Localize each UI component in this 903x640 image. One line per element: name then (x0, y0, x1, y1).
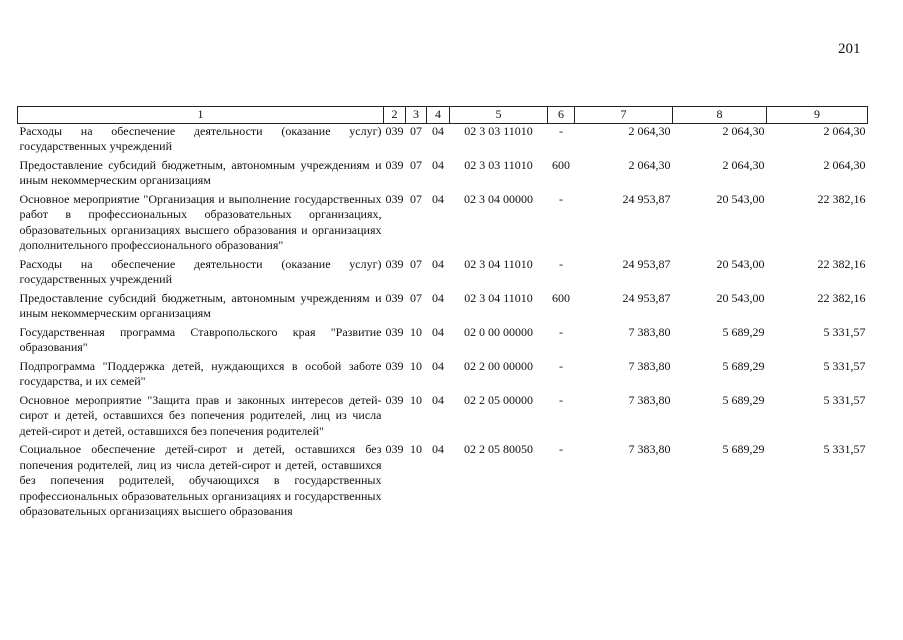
subsection-code: 04 (432, 123, 444, 138)
row-name: Предоставление субсидий бюджетным, автономным учреждениям и иным некоммерческим организациям (19, 157, 382, 187)
amount-col8: 20 543,00 (716, 191, 765, 206)
ministry-code: 039 (385, 256, 404, 271)
amount-col9: 5 331,57 (823, 392, 866, 407)
subsection-code: 04 (432, 191, 444, 206)
amount-col9: 5 331,57 (823, 442, 866, 456)
section-code: 07 (410, 290, 422, 305)
amount-col9: 2 064,30 (823, 123, 866, 138)
section-code: 10 (410, 392, 422, 407)
ministry-code: 039 (385, 191, 404, 206)
page-number: 201 (838, 41, 861, 57)
amount-col7: 7 383,80 (628, 358, 671, 373)
expense-type-code: - (559, 392, 563, 407)
amount-col8: 5 689,29 (722, 442, 765, 456)
ministry-code: 039 (385, 392, 404, 407)
column-header: 3 (406, 107, 427, 124)
amount-col7: 7 383,80 (628, 324, 671, 339)
row-name: Расходы на обеспечение деятельности (оказание услуг) государственных учреждений (19, 256, 382, 286)
amount-col7: 2 064,30 (628, 123, 671, 138)
expense-type-code: 600 (552, 290, 570, 305)
target-article-code: 02 3 04 00000 (464, 191, 533, 206)
amount-col7: 7 383,80 (628, 392, 671, 407)
table-row (18, 291, 868, 325)
subsection-code: 04 (432, 392, 444, 407)
ministry-code: 039 (385, 358, 404, 373)
amount-col7: 24 953,87 (622, 191, 671, 206)
amount-col9: 2 064,30 (823, 157, 866, 172)
row-name: Расходы на обеспечение деятельности (оказание услуг) государственных учреждений (19, 123, 382, 153)
expense-type-code: - (559, 191, 563, 206)
amount-col8: 20 543,00 (716, 290, 765, 305)
target-article-code: 02 3 04 11010 (464, 290, 533, 305)
header-row (18, 107, 868, 124)
expense-type-code: - (559, 442, 563, 456)
section-code: 07 (410, 191, 422, 206)
subsection-code: 04 (432, 358, 444, 373)
target-article-code: 02 2 00 00000 (464, 358, 533, 373)
budget-table (17, 106, 868, 523)
column-header: 7 (575, 107, 673, 124)
table-row (18, 393, 868, 443)
amount-col7: 24 953,87 (622, 290, 671, 305)
table-row (18, 325, 868, 359)
section-code: 10 (410, 442, 422, 456)
amount-col8: 5 689,29 (722, 358, 765, 373)
subsection-code: 04 (432, 256, 444, 271)
target-article-code: 02 3 03 11010 (464, 123, 533, 138)
ministry-code: 039 (385, 157, 404, 172)
section-code: 07 (410, 123, 422, 138)
row-name: Подпрограмма "Поддержка детей, нуждающихся в особой заботе государства, и их семей" (19, 358, 382, 388)
section-code: 10 (410, 358, 422, 373)
target-article-code: 02 3 03 11010 (464, 157, 533, 172)
column-header: 5 (450, 107, 548, 124)
amount-col8: 20 543,00 (716, 256, 765, 271)
subsection-code: 04 (432, 442, 444, 456)
subsection-code: 04 (432, 157, 444, 172)
ministry-code: 039 (385, 324, 404, 339)
ministry-code: 039 (385, 442, 404, 456)
expense-type-code: - (559, 256, 563, 271)
amount-col9: 5 331,57 (823, 358, 866, 373)
section-code: 07 (410, 157, 422, 172)
amount-col8: 5 689,29 (722, 324, 765, 339)
subsection-code: 04 (432, 324, 444, 339)
amount-col8: 5 689,29 (722, 392, 765, 407)
table-row (18, 123, 868, 158)
target-article-code: 02 2 05 00000 (464, 392, 533, 407)
column-header: 4 (427, 107, 450, 124)
amount-col8: 2 064,30 (722, 157, 765, 172)
expense-type-code: 600 (552, 157, 570, 172)
target-article-code: 02 3 04 11010 (464, 256, 533, 271)
amount-col8: 2 064,30 (722, 123, 765, 138)
row-name: Государственная программа Ставропольского края "Развитие образования" (19, 324, 382, 354)
target-article-code: 02 2 05 80050 (464, 442, 533, 456)
amount-col9: 22 382,16 (817, 191, 866, 206)
table-row (18, 442, 868, 523)
amount-col9: 22 382,16 (817, 256, 866, 271)
expense-type-code: - (559, 123, 563, 138)
column-header: 8 (673, 107, 767, 124)
table-row (18, 359, 868, 393)
expense-type-code: - (559, 324, 563, 339)
target-article-code: 02 0 00 00000 (464, 324, 533, 339)
row-name: Основное мероприятие "Защита прав и законных интересов детей-сирот и детей, оставшихся без попечения родителей, лиц из числа детей-сирот и детей, оставшихся без попечения родителей" (19, 392, 382, 438)
column-header: 9 (767, 107, 868, 124)
table-row (18, 158, 868, 192)
column-header: 6 (548, 107, 575, 124)
expense-type-code: - (559, 358, 563, 373)
amount-col7: 24 953,87 (622, 256, 671, 271)
row-name: Социальное обеспечение детей-сирот и детей, оставшихся без попечения родителей, лиц из числа детей-сирот и детей, оставшихся без попечения родителей, обучающихся в государственных профессиональных образовательных организациях и государственных образовательных организациях высшего образования (19, 442, 382, 518)
ministry-code: 039 (385, 290, 404, 305)
amount-col9: 22 382,16 (817, 290, 866, 305)
subsection-code: 04 (432, 290, 444, 305)
amount-col7: 2 064,30 (628, 157, 671, 172)
section-code: 07 (410, 256, 422, 271)
table-row (18, 257, 868, 291)
row-name: Основное мероприятие "Организация и выполнение государственных работ в профессиональных образовательных организациях, образовательных организациях высшего образования и организациях дополнительного профессионального образования" (19, 191, 382, 252)
ministry-code: 039 (385, 123, 404, 138)
column-header: 1 (18, 107, 384, 124)
column-header: 2 (384, 107, 406, 124)
amount-col9: 5 331,57 (823, 324, 866, 339)
row-name: Предоставление субсидий бюджетным, автономным учреждениям и иным некоммерческим организациям (19, 290, 382, 320)
table-row (18, 192, 868, 257)
section-code: 10 (410, 324, 422, 339)
amount-col7: 7 383,80 (628, 442, 671, 456)
